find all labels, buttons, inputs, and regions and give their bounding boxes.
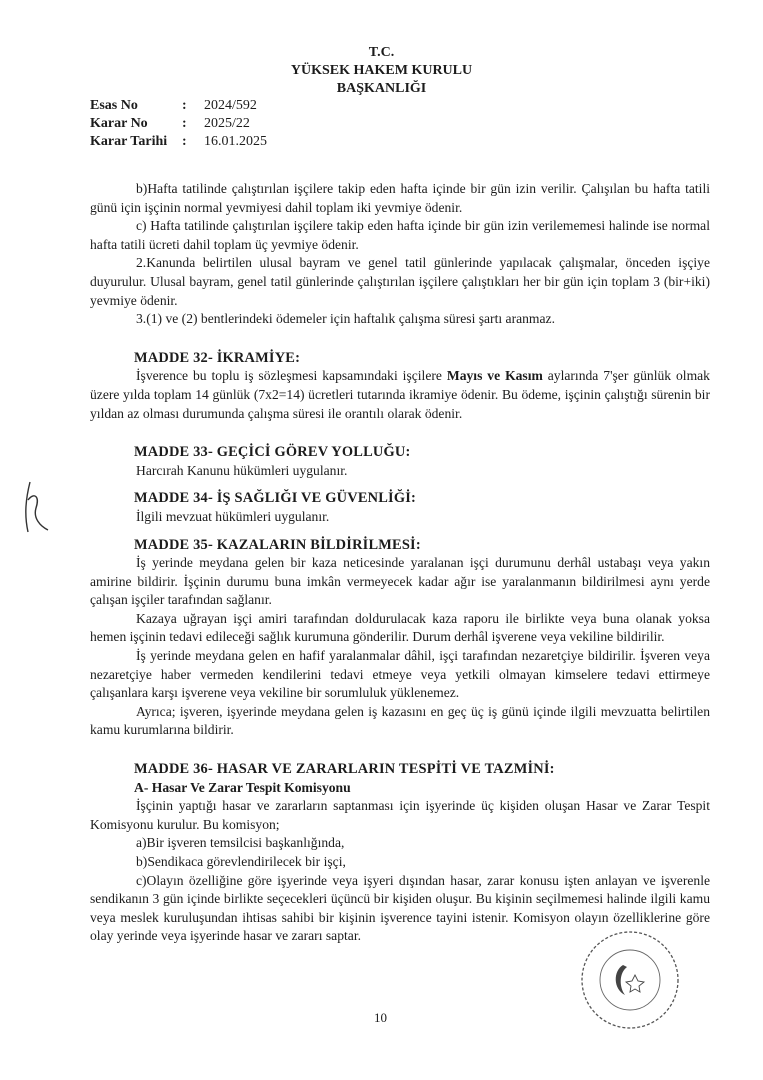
paragraph-b: b)Hafta tatilinde çalıştırılan işçilere takip eden hafta içinde bir gün izin verilir. Çalışılan bu hafta tatili günü için işçinin normal yevmiyesi dahil toplam iki yevmiye ödenir.	[90, 181, 710, 215]
article-34-title: MADDE 34- İŞ SAĞLIĞI VE GÜVENLİĞİ:	[134, 490, 416, 507]
article-32-title: MADDE 32- İKRAMİYE:	[134, 349, 301, 366]
official-seal-stamp	[575, 925, 685, 1035]
article-35-title: MADDE 35- KAZALARIN BİLDİRİLMESİ:	[134, 536, 421, 553]
article-33-text: Harcırah Kanunu hükümleri uygulanır.	[136, 462, 348, 478]
document-body	[90, 180, 710, 946]
article-36-item-a: a)Bir işveren temsilcisi başkanlığında,	[136, 835, 345, 851]
meta-row-tarih	[90, 134, 267, 150]
meta-value: 2025/22	[204, 116, 250, 131]
article-36-subtitle: A- Hasar Ve Zarar Tespit Komisyonu	[134, 779, 351, 795]
article-32-text	[90, 367, 710, 423]
meta-sep: :	[182, 98, 187, 113]
meta-value: 2024/592	[204, 98, 257, 113]
paragraph-2: 2.Kanunda belirtilen ulusal bayram ve genel tatil günlerinde yapılacak çalışmalar, önceden işçiye duyurulur. Ulusal bayram, genel tatil günlerinde çalıştırılan işçilere çalıştıkları her bir gün için toplam 3 (bir+iki) yevmiye ödenir.	[90, 255, 710, 308]
paragraph-c: c) Hafta tatilinde çalıştırılan işçilere takip eden hafta içinde bir gün izin verilememesi halinde ise normal hafta tatili ücreti dahil toplam üç yevmiye ödenir.	[90, 218, 710, 252]
article-35-paragraph-2: Kazaya uğrayan işçi amiri tarafından doldurulacak kaza raporu ile birlikte veya buna olanak yoksa hemen işçinin tedavi edileceği sağlık kurumuna gönderilir. Durum derhâl işverene veya vekiline bildirilir.	[90, 610, 710, 645]
article-36-item-b: b)Sendikaca görevlendirilecek bir işçi,	[136, 854, 346, 869]
article-35-paragraph-3: İş yerinde meydana gelen en hafif yaralanmalar dâhil, işçi tarafından nezaretçiye bildirilir. İşveren veya nezaretçiye haber vermeden kendilerini tedavi etmeye veya yetkili olmayan kimselere tedavi ettirmeye çalışanlara karşı işverene veya vekiline bir sorumluluk yüklenemez.	[90, 648, 710, 701]
page-number: 10	[374, 1010, 387, 1025]
margin-initial-signature	[18, 478, 58, 538]
meta-row-karar	[90, 116, 250, 132]
article-35-paragraph-1: İş yerinde meydana gelen bir kaza neticesinde yaralanan işçi durumunu derhâl ustabaşı veya yakın amirine bildirir. İşçinin durumu buna imkân vermeyecek kadar ağır ise yaralanmanın bildirilmesi aynı yerde çalışan işçiler tarafından sağlanır.	[90, 555, 710, 608]
article-36-title: MADDE 36- HASAR VE ZARARLARIN TESPİTİ VE TAZMİNİ:	[134, 761, 555, 778]
article-36-paragraph-1: İşçinin yaptığı hasar ve zararların saptanması için işyerinde üç kişiden oluşan Hasar ve Zarar Tespit Komisyonu kurulur. Bu komisyon;	[90, 798, 710, 832]
article-36-item-c: c)Olayın özelliğine göre işyerinde veya işyeri dışından hasar, zarar konusu işten anlayan ve işverenle sendikanın 3 gün içinde birlikte seçecekleri üçüncü bir kişiden oluşur. Bu kişinin seçilmemesi halinde ilgili kamu veya meslek kuruluşundan ihtisas sahibi bir kişinin işverence tayini istenir. Komisyon olayın özelliklerine göre olay yerinde veya işyerinde hasar ve zararı saptar.	[90, 872, 710, 944]
article-32-text-b: aylarında 7'şer günlük olmak üzere yılda toplam 14 günlük (7x2=14) ücretleri tutarında ikramiye ödenir. Bu ödeme, işçinin çalıştığı sürenin bir yıldan az olması durumunda çalışma süresi ile orantılı olarak ödenir.	[90, 368, 710, 421]
meta-value: 16.01.2025	[204, 134, 267, 149]
meta-key: Karar No	[90, 116, 148, 131]
header-tc: T.C.	[368, 45, 395, 60]
meta-key: Esas No	[90, 98, 138, 113]
meta-sep: :	[182, 134, 187, 149]
meta-sep: :	[182, 116, 187, 131]
article-33-title: MADDE 33- GEÇİCİ GÖREV YOLLUĞU:	[134, 444, 411, 461]
article-34-text: İlgili mevzuat hükümleri uygulanır.	[136, 508, 330, 524]
header-presidency: BAŞKANLIĞI	[336, 81, 427, 96]
meta-row-esas	[90, 98, 257, 114]
paragraph-3: 3.(1) ve (2) bentlerindeki ödemeler için haftalık çalışma süresi şartı aranmaz.	[136, 311, 555, 327]
article-35-paragraph-4: Ayrıca; işveren, işyerinde meydana gelen iş kazasını en geç üç iş günü içinde ilgili mevzuatta belirtilen kamu kurumlarına bildirir.	[90, 703, 710, 738]
meta-key: Karar Tarihi	[90, 134, 168, 149]
article-32-text-a: İşverence bu toplu iş sözleşmesi kapsamındaki işçilere	[136, 368, 447, 384]
header-institution: YÜKSEK HAKEM KURULU	[290, 63, 473, 78]
article-32-months: Mayıs ve Kasım	[446, 368, 543, 384]
